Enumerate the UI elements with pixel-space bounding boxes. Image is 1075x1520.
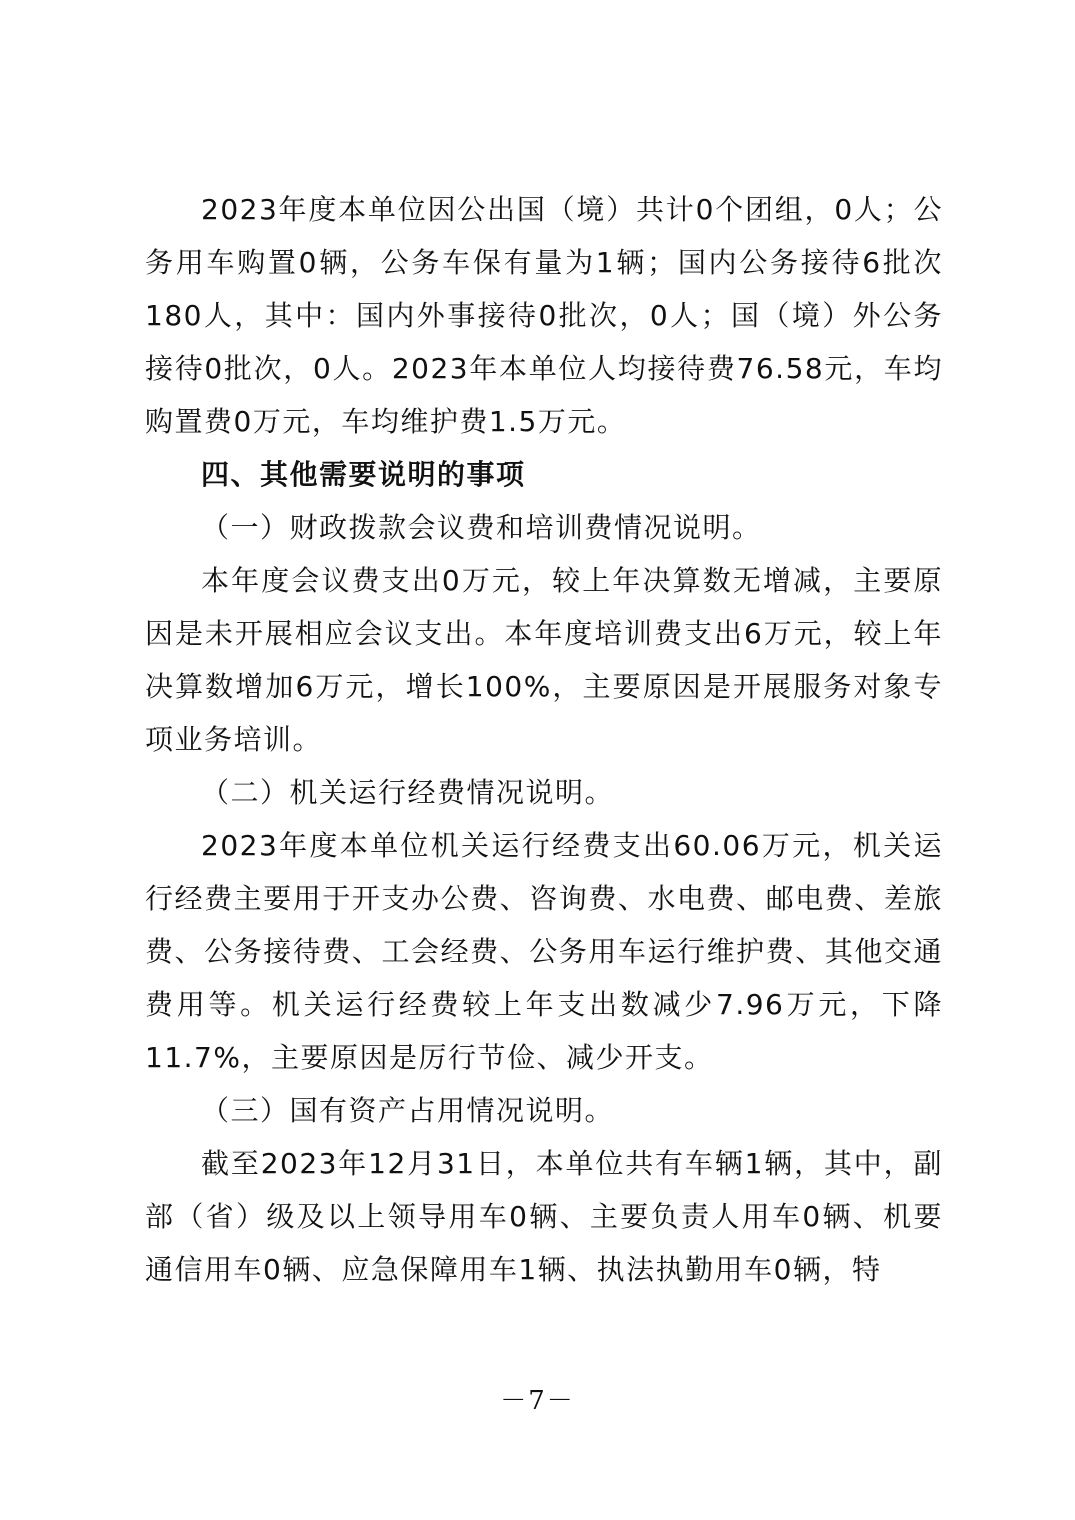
subheading-meeting-training-fees: （一）财政拨款会议费和培训费情况说明。 [201,511,762,544]
subheading-state-assets: （三）国有资产占用情况说明。 [201,1094,615,1127]
subheading-operating-expenses: （二）机关运行经费情况说明。 [201,776,615,809]
paragraph-meeting-training-fees: 本年度会议费支出0万元，较上年决算数无增减，主要原因是未开展相应会议支出。本年度培训费支出6万元，较上年决算数增加6万元，增长100%，主要原因是开展服务对象专项业务培训。 [145,564,943,756]
paragraph-state-assets: 截至2023年12月31日，本单位共有车辆1辆，其中，副部（省）级及以上领导用车0辆、主要负责人用车0辆、机要通信用车0辆、应急保障用车1辆、执法执勤用车0辆，特 [145,1147,943,1286]
paragraph-operating-expenses: 2023年度本单位机关运行经费支出60.06万元，机关运行经费主要用于开支办公费、咨询费、水电费、邮电费、差旅费、公务接待费、工会经费、公务用车运行维护费、其他交通费用等。机关运行经费较上年支出数减少7.96万元，下降11.7%，主要原因是厉行节俭、减少开支。 [145,829,943,1074]
section-heading-other-matters: 四、其他需要说明的事项 [201,458,526,491]
paragraph-overseas-and-reception: 2023年度本单位因公出国（境）共计0个团组，0人；公务用车购置0辆，公务车保有量为1辆；国内公务接待6批次180人，其中：国内外事接待0批次，0人；国（境）外公务接待0批次，0人。2023年本单位人均接待费76.58元，车均购置费0万元，车均维护费1.5万元。 [145,193,943,438]
page-number: －7－ [500,1386,575,1416]
document-body [145,183,943,1296]
